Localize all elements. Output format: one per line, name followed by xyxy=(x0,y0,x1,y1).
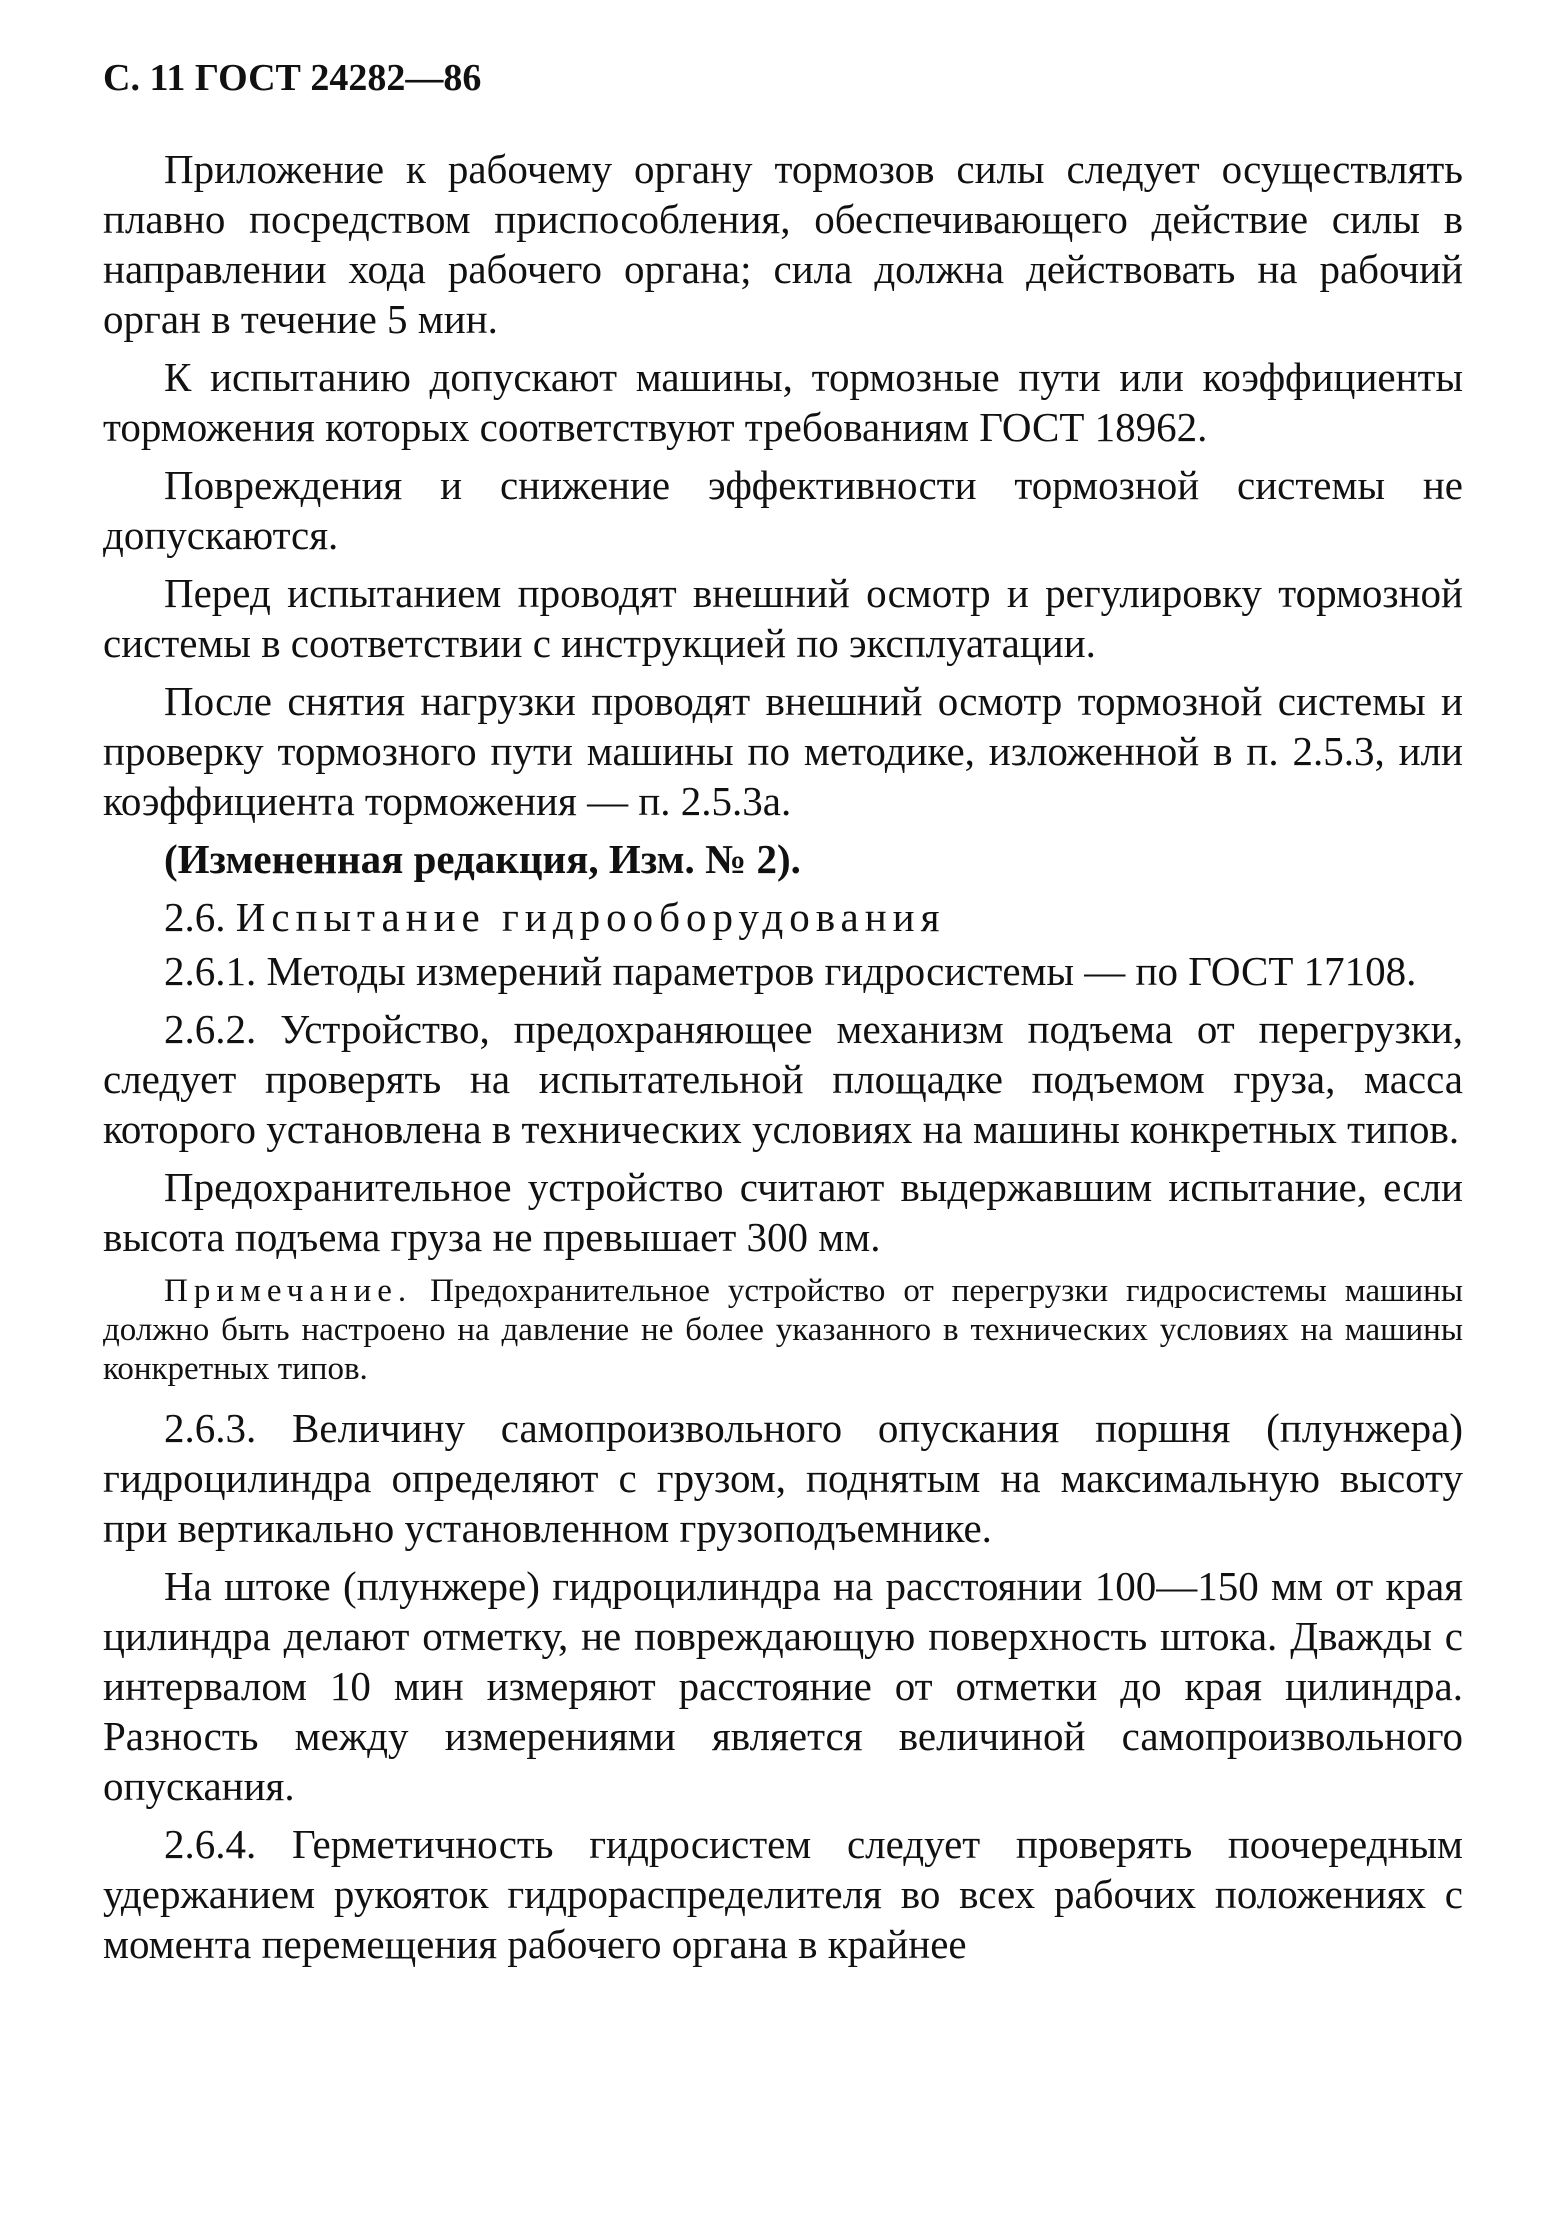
section-number: 2.6. xyxy=(164,894,226,940)
paragraph: Перед испытанием проводят внешний осмотр и регулировку тормозной системы в соответствии с инструкцией по эксплуатации. xyxy=(103,570,1463,666)
paragraph: На штоке (плунжере) гидроцилиндра на расстоянии 100—150 мм от края цилиндра делают отметку, не повреждающую поверхность штока. Дважды с интервалом 10 мин измеряют расстояние от отметки до края цилиндра. Разность между измерениями является величиной самопроизвольного опускания. xyxy=(103,1563,1463,1809)
amendment-note: (Измененная редакция, Изм. № 2). xyxy=(164,836,801,882)
note xyxy=(103,1272,1463,1389)
paragraph: 2.6.1. Методы измерений параметров гидросистемы — по ГОСТ 17108. xyxy=(164,948,1417,994)
paragraph: Повреждения и снижение эффективности тормозной системы не допускаются. xyxy=(103,462,1463,558)
page-header: С. 11 ГОСТ 24282—86 xyxy=(103,57,482,99)
paragraph: Приложение к рабочему органу тормозов силы следует осуществлять плавно посредством приспособления, обеспечивающего действие силы в направлении хода рабочего органа; сила должна действовать на рабочий орган в течение 5 мин. xyxy=(103,146,1463,342)
paragraph: 2.6.2. Устройство, предохраняющее механизм подъема от перегрузки, следует проверять на испытательной площадке подъемом груза, масса которого установлена в технических условиях на машины конкретных типов. xyxy=(103,1006,1463,1152)
paragraph: К испытанию допускают машины, тормозные пути или коэффициенты торможения которых соответствуют требованиям ГОСТ 18962. xyxy=(103,354,1463,450)
section-title: Испытание гидрооборудования xyxy=(235,894,946,940)
note-text: Предохранительное устройство от перегрузки гидросистемы машины должно быть настроено на давление не более указанного в технических условиях на машины конкретных типов. xyxy=(103,1273,1463,1387)
note-label: Примечание. xyxy=(164,1273,413,1309)
paragraph: После снятия нагрузки проводят внешний осмотр тормозной системы и проверку тормозного пути машины по методике, изложенной в п. 2.5.3, или коэффициента торможения — п. 2.5.3а. xyxy=(103,678,1463,824)
paragraph: Предохранительное устройство считают выдержавшим испытание, если высота подъема груза не превышает 300 мм. xyxy=(103,1164,1463,1260)
section-heading xyxy=(103,892,1463,942)
paragraph: 2.6.3. Величину самопроизвольного опускания поршня (плунжера) гидроцилиндра определяют с грузом, поднятым на максимальную высоту при вертикально установленном грузоподъемнике. xyxy=(103,1405,1463,1551)
document-page xyxy=(103,52,1463,1977)
paragraph: 2.6.4. Герметичность гидросистем следует проверять поочередным удержанием рукояток гидрораспределителя во всех рабочих положениях с момента перемещения рабочего органа в крайнее xyxy=(103,1821,1463,1967)
